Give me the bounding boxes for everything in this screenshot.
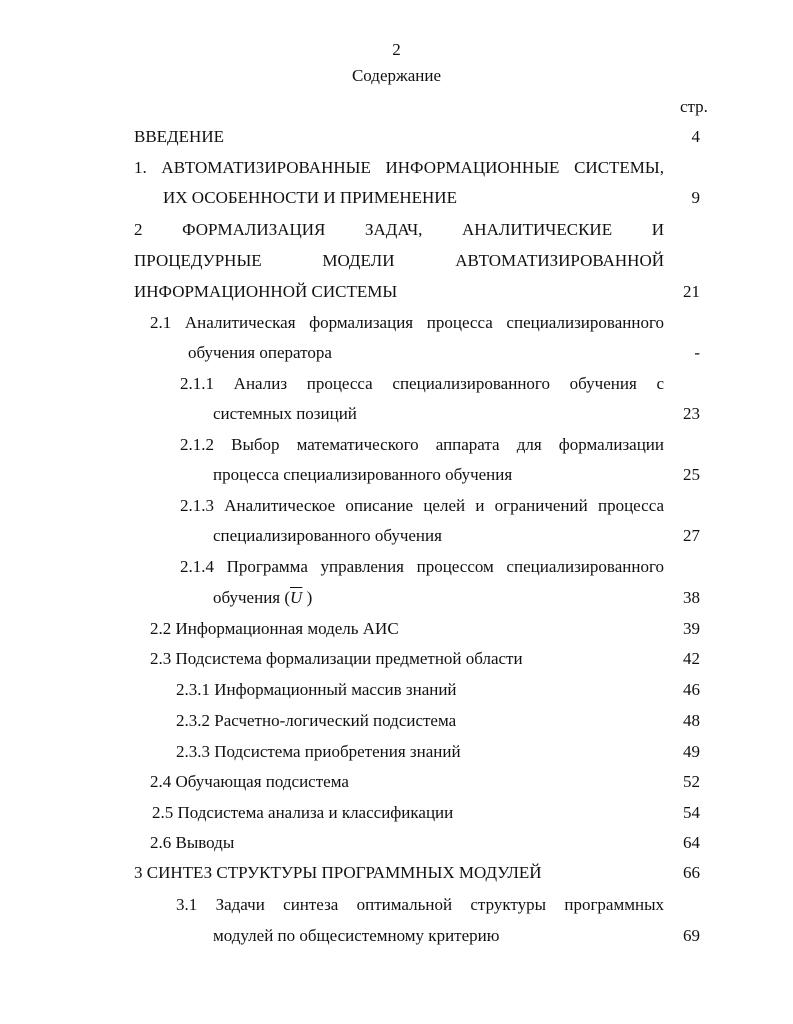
toc-entry-chapter-1: 1. АВТОМАТИЗИРОВАННЫЕ ИНФОРМАЦИОННЫЕ СИСТЕМЫ,: [134, 158, 664, 177]
toc-entry-2-3-2: 2.3.2 Расчетно-логический подсистема: [176, 711, 457, 730]
toc-page: 54: [683, 803, 700, 822]
toc-page: 25: [683, 465, 700, 484]
toc-entry-chapter-3: 3 СИНТЕЗ СТРУКТУРЫ ПРОГРАММНЫХ МОДУЛЕЙ: [134, 863, 542, 882]
toc-entry-2-1-cont: обучения оператора: [188, 343, 332, 362]
toc-page: 49: [683, 742, 700, 761]
overline-u-symbol: $\overline{U}$: [290, 588, 303, 607]
toc-page: -: [694, 343, 700, 362]
toc-text: обучения (: [213, 588, 291, 607]
toc-entry-2-1: 2.1 Аналитическая формализация процесса специализированного: [150, 313, 664, 332]
toc-entry-2-1-4: 2.1.4 Программа управления процессом специализированного: [180, 557, 664, 576]
toc-entry-2-1-1-cont: системных позиций: [213, 404, 357, 423]
toc-entry-2-1-4-cont: [213, 587, 312, 609]
toc-entry-3-1-cont: модулей по общесистемному критерию: [213, 926, 500, 945]
toc-page: 42: [683, 649, 700, 668]
toc-page: 52: [683, 772, 700, 791]
toc-page: 48: [683, 711, 700, 730]
toc-page: 38: [683, 588, 700, 607]
toc-page: 9: [691, 188, 700, 207]
toc-page: 69: [683, 926, 700, 945]
toc-page: 66: [683, 863, 700, 882]
toc-entry-2-4: 2.4 Обучающая подсистема: [150, 772, 349, 791]
page-title: Содержание: [351, 66, 442, 85]
toc-page: 64: [683, 833, 700, 852]
toc-entry-chapter-1-cont: ИХ ОСОБЕННОСТИ И ПРИМЕНЕНИЕ: [163, 188, 457, 207]
toc-entry-3-1: 3.1 Задачи синтеза оптимальной структуры программных: [176, 895, 664, 914]
toc-entry-2-1-2-cont: процесса специализированного обучения: [213, 465, 513, 484]
toc-entry-chapter-2: 2 ФОРМАЛИЗАЦИЯ ЗАДАЧ, АНАЛИТИЧЕСКИЕ И: [134, 220, 664, 239]
toc-page: 27: [683, 526, 700, 545]
page-number: 2: [392, 40, 401, 59]
toc-page: 39: [683, 619, 700, 638]
toc-entry-chapter-2-cont: ПРОЦЕДУРНЫЕ МОДЕЛИ АВТОМАТИЗИРОВАННОЙ: [134, 251, 664, 270]
toc-entry-2-6: 2.6 Выводы: [150, 833, 235, 852]
toc-entry-2-2: 2.2 Информационная модель АИС: [150, 619, 399, 638]
toc-page: 4: [691, 127, 700, 146]
toc-entry-2-1-3-cont: специализированного обучения: [213, 526, 442, 545]
toc-entry-2-1-3: 2.1.3 Аналитическое описание целей и ограничений процесса: [180, 496, 664, 515]
toc-entry-chapter-2-cont: ИНФОРМАЦИОННОЙ СИСТЕМЫ: [134, 282, 398, 301]
toc-page: 23: [683, 404, 700, 423]
toc-page: 46: [683, 680, 700, 699]
toc-entry-introduction: ВВЕДЕНИЕ: [134, 127, 224, 146]
toc-entry-2-3-3: 2.3.3 Подсистема приобретения знаний: [176, 742, 461, 761]
toc-text: ): [306, 588, 313, 607]
page-column-header: стр.: [680, 97, 708, 116]
toc-entry-2-3: 2.3 Подсистема формализации предметной области: [150, 649, 523, 668]
toc-page: 21: [683, 282, 700, 301]
toc-entry-2-3-1: 2.3.1 Информационный массив знаний: [176, 680, 457, 699]
toc-entry-2-5: 2.5 Подсистема анализа и классификации: [152, 803, 454, 822]
toc-entry-2-1-1: 2.1.1 Анализ процесса специализированного обучения с: [180, 374, 664, 393]
toc-entry-2-1-2: 2.1.2 Выбор математического аппарата для формализации: [180, 435, 664, 454]
